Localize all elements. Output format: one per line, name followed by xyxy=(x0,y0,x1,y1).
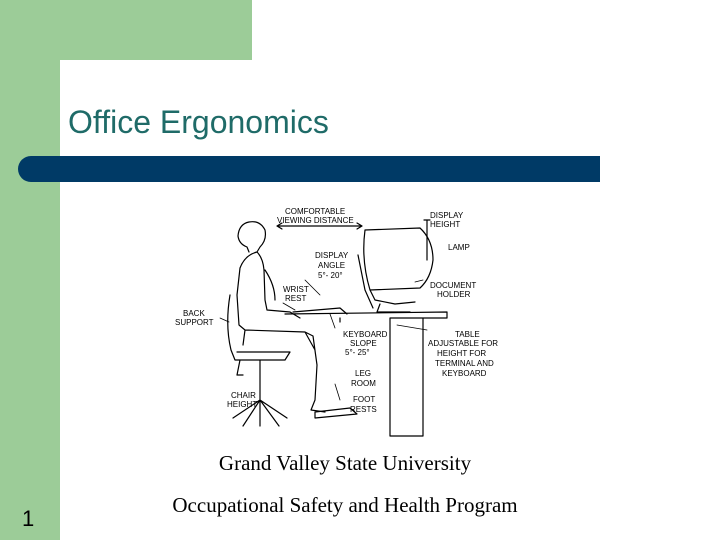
label-display-angle: ANGLE xyxy=(318,261,346,270)
label-keyboard-slope: KEYBOARD xyxy=(343,330,388,339)
label-viewing-distance: VIEWING DISTANCE xyxy=(277,216,354,225)
label-keyboard-slope: SLOPE xyxy=(350,339,377,348)
label-chair-height: CHAIR xyxy=(231,391,256,400)
diagram-labels xyxy=(175,207,498,414)
label-display-height: HEIGHT xyxy=(430,220,461,229)
monitor-figure xyxy=(364,228,433,312)
label-table: TABLE xyxy=(455,330,480,339)
label-back-support: SUPPORT xyxy=(175,318,214,327)
person-figure xyxy=(237,222,325,412)
label-table: KEYBOARD xyxy=(442,369,487,378)
label-document-holder: HOLDER xyxy=(437,290,471,299)
label-display-angle: DISPLAY xyxy=(315,251,349,260)
caption-university: Grand Valley State University xyxy=(218,451,472,475)
label-lamp: LAMP xyxy=(448,243,470,252)
title-underline-bar xyxy=(18,156,600,182)
slide-title: Office Ergonomics xyxy=(68,104,329,140)
label-back-support: BACK xyxy=(183,309,205,318)
label-keyboard-slope: 5°- 25° xyxy=(345,348,370,357)
decorative-green-sidebar xyxy=(0,0,60,540)
ergonomics-diagram xyxy=(165,200,515,440)
label-wrist-rest: WRIST xyxy=(283,285,309,294)
label-display-angle: 5°- 20° xyxy=(318,271,343,280)
label-foot-rests: RESTS xyxy=(350,405,377,414)
label-viewing-distance: COMFORTABLE xyxy=(285,207,346,216)
document-holder-figure xyxy=(358,255,373,308)
label-table: TERMINAL AND xyxy=(435,359,494,368)
label-chair-height: HEIGHT xyxy=(227,400,258,409)
label-leg-room: LEG xyxy=(355,369,372,378)
slide-number: 1 xyxy=(22,506,35,531)
label-foot-rests: FOOT xyxy=(353,395,376,404)
label-display-height: DISPLAY xyxy=(430,211,464,220)
label-table: HEIGHT FOR xyxy=(437,349,487,358)
workstation-illustration xyxy=(165,200,515,440)
label-table: ADJUSTABLE FOR xyxy=(428,339,499,348)
label-document-holder: DOCUMENT xyxy=(430,281,477,290)
label-leg-room: ROOM xyxy=(351,379,376,388)
label-wrist-rest: REST xyxy=(285,294,307,303)
caption-program: Occupational Safety and Health Program xyxy=(172,493,518,517)
